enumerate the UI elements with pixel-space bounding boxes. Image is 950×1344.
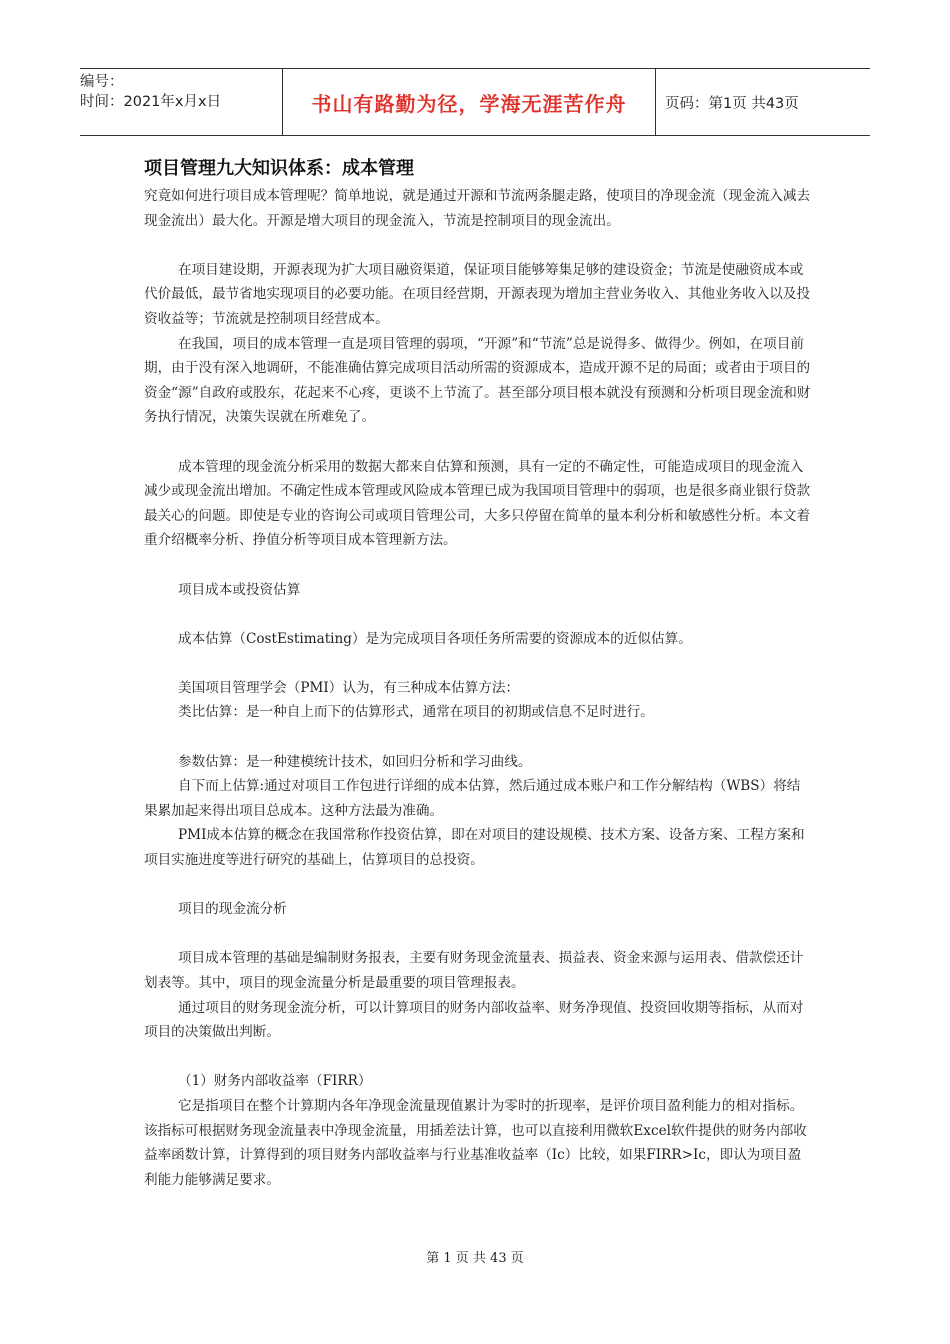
- paragraph: 美国项目管理学会（PMI）认为，有三种成本估算方法：: [178, 679, 520, 696]
- paragraph: 在我国，项目的成本管理一直是项目管理的弱项，“开源”和“节流”总是说得多、做得少。例如，在项目前期，由于没有深入地调研，不能准确估算完成项目活动所需的资源成本，造成开源不足的局面；或者由于项目的资金“源”自政府或股东，花起来不心疼，更谈不上节流了。甚至部分项目根本就没有预测和分析项目现金流和财务执行情况，决策失误就在所难免了。: [144, 335, 811, 426]
- paragraph: 参数估算：是一种建模统计技术，如回归分析和学习曲线。: [178, 753, 532, 770]
- header-meta: [80, 69, 282, 135]
- paragraph: 自下而上估算:通过对项目工作包进行详细的成本估算，然后通过成本账户和工作分解结构（WBS）将结果累加起来得出项目总成本。这种方法最为准确。: [144, 778, 801, 819]
- header-motto: 书山有路勤为径，学海无涯苦作舟: [282, 69, 656, 135]
- section-heading: 项目的现金流分析: [178, 901, 287, 918]
- section-heading: （1）财务内部收益率（FIRR）: [178, 1073, 372, 1090]
- time-label: 时间：2021年x月x日: [80, 94, 222, 110]
- page-header: [80, 68, 870, 136]
- paragraph: 究竟如何进行项目成本管理呢？简单地说，就是通过开源和节流两条腿走路，使项目的净现金流（现金流入减去现金流出）最大化。开源是增大项目的现金流入，节流是控制项目的现金流出。: [144, 188, 811, 229]
- document-title: 项目管理九大知识体系：成本管理: [144, 158, 414, 179]
- paragraph: 类比估算：是一种自上而下的估算形式，通常在项目的初期或信息不足时进行。: [178, 704, 654, 721]
- number-label: 编号：: [80, 74, 124, 90]
- paragraph: 在项目建设期，开源表现为扩大项目融资渠道，保证项目能够筹集足够的建设资金；节流是使融资成本或代价最低，最节省地实现项目的必要功能。在项目经营期，开源表现为增加主营业务收入、其他业务收入以及投资收益等；节流就是控制项目经营成本。: [144, 261, 811, 327]
- paragraph: 成本管理的现金流分析采用的数据大都来自估算和预测，具有一定的不确定性，可能造成项目的现金流入减少或现金流出增加。不确定性成本管理或风险成本管理已成为我国项目管理中的弱项，也是很多商业银行贷款最关心的问题。即使是专业的咨询公司或项目管理公司，大多只停留在简单的量本利分析和敏感性分析。本文着重介绍概率分析、挣值分析等项目成本管理新方法。: [144, 458, 811, 549]
- paragraph: 通过项目的财务现金流分析，可以计算项目的财务内部收益率、财务净现值、投资回收期等指标，从而对项目的决策做出判断。: [144, 999, 804, 1041]
- paragraph: 成本估算（CostEstimating）是为完成项目各项任务所需要的资源成本的近似估算。: [178, 630, 692, 647]
- paragraph: PMI成本估算的概念在我国常称作投资估算，即在对项目的建设规模、技术方案、设备方案、工程方案和项目实施进度等进行研究的基础上，估算项目的总投资。: [144, 827, 805, 869]
- section-heading: 项目成本或投资估算: [178, 581, 301, 598]
- paragraph: 它是指项目在整个计算期内各年净现金流量现值累计为零时的折现率，是评价项目盈利能力的相对指标。该指标可根据财务现金流量表中净现金流量，用插差法计算，也可以直接利用微软Excel软件提供的财务内部收益率函数计算，计算得到的项目财务内部收益率与行业基准收益率（Ic）比较，如果FIRR>Ic，即认为项目盈利能力能够满足要求。: [144, 1097, 807, 1188]
- document-body: [144, 156, 812, 1192]
- paragraph: 项目成本管理的基础是编制财务报表，主要有财务现金流量表、损益表、资金来源与运用表、借款偿还计划表等。其中，项目的现金流量分析是最重要的项目管理报表。: [144, 950, 804, 991]
- page-footer: 第 1 页 共 43 页: [426, 1251, 524, 1266]
- header-page-info: 页码：第1页 共43页: [665, 95, 799, 112]
